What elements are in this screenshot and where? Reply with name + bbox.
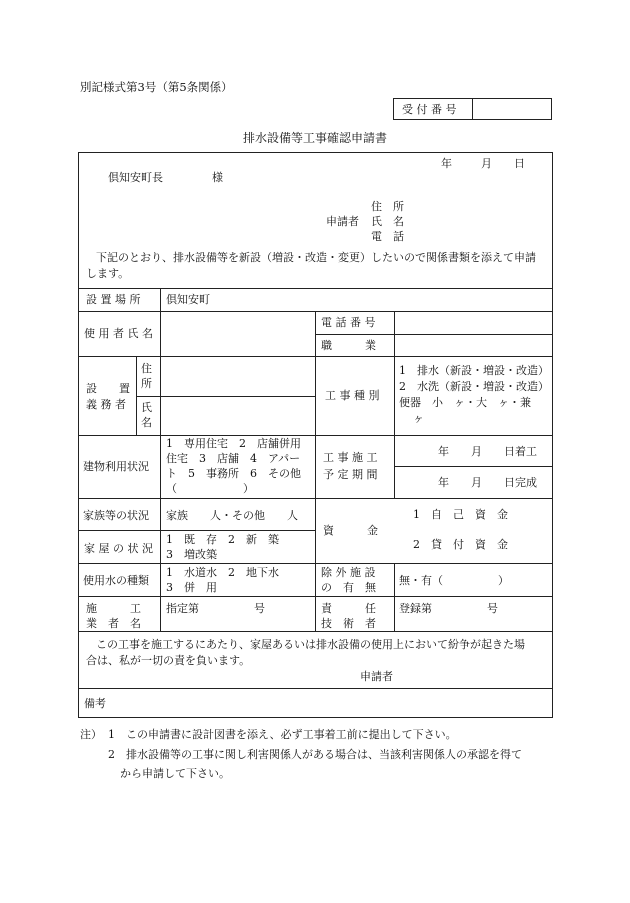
pledge-signer: 申請者 xyxy=(360,670,393,683)
schedule-start: 年 月 日着工 xyxy=(438,445,537,458)
funds-label: 資 金 xyxy=(323,524,378,537)
schedule-label-2: 予 定 期 間 xyxy=(323,468,378,481)
remarks-field[interactable] xyxy=(120,690,550,716)
obligor-address-label: 住所 xyxy=(141,362,152,390)
applicant-address-label: 住 所 xyxy=(371,200,404,213)
engineer-label-2: 技 術 者 xyxy=(321,617,376,630)
date-month: 月 xyxy=(481,157,492,170)
form-number: 別記様式第3号（第5条関係） xyxy=(80,80,233,94)
receipt-number-field[interactable] xyxy=(474,99,551,119)
applicant-name-label: 氏 名 xyxy=(371,215,404,228)
funds-option-1: 1 自 己 資 金 xyxy=(413,508,508,521)
addressee-honorific: 様 xyxy=(212,171,223,184)
user-name-label: 使 用 者 氏 名 xyxy=(84,327,153,340)
contractor-label-1: 施 工 xyxy=(86,602,141,615)
house-status-line-1: 1 既 存 2 新 築 xyxy=(166,533,279,546)
exempt-facility-label-2: の 有 無 xyxy=(321,581,376,594)
building-use-line-1: 1 専用住宅 2 店舗併用 xyxy=(166,437,301,450)
house-status-line-2: 3 増改築 xyxy=(166,548,217,561)
phone-number-label: 電 話 番 号 xyxy=(321,316,376,329)
remarks-label: 備考 xyxy=(84,697,106,710)
pledge-line-1: この工事を施工するにあたり、家屋あるいは排水設備の使用上において紛争が起きた場 xyxy=(96,638,525,651)
user-name-field[interactable] xyxy=(161,312,314,355)
obligor-label-1: 設 置 xyxy=(86,382,130,395)
water-type-line-1: 1 水道水 2 地下水 xyxy=(166,566,279,579)
location-label: 設 置 場 所 xyxy=(86,293,141,306)
note-2-text-a: 排水設備等の工事に関し利害関係人がある場合は、当該利害関係人の承認を得て xyxy=(126,748,522,761)
building-use-other: （ ） xyxy=(166,482,254,495)
note-1-text: この申請書に設計図書を添え、必ず工事着工前に提出して下さい。 xyxy=(126,728,457,741)
addressee-name: 倶知安町長 xyxy=(108,171,163,184)
note-2-text-b: から申請して下さい。 xyxy=(120,767,230,780)
work-type-option-2: 2 水洗（新設・増設・改造） xyxy=(399,380,549,393)
schedule-end: 年 月 日完成 xyxy=(438,476,537,489)
work-type-label: 工 事 種 別 xyxy=(325,389,380,402)
obligor-address-field[interactable] xyxy=(161,357,314,395)
exempt-facility-label-1: 除 外 施 設 xyxy=(321,566,376,579)
work-type-toilet-unit: ヶ xyxy=(413,412,424,425)
obligor-name-label: 氏名 xyxy=(141,401,152,429)
exempt-facility-value: 無・有（ ） xyxy=(399,574,509,587)
work-type-option-1: 1 排水（新設・増設・改造） xyxy=(399,364,549,377)
occupation-label: 職 業 xyxy=(321,339,376,352)
applicant-phone-label: 電 話 xyxy=(371,230,404,243)
intro-line-1: 下記のとおり、排水設備等を新設（増設・改造・変更）したいので関係書類を添えて申請 xyxy=(96,251,536,264)
intro-line-2: します。 xyxy=(86,267,130,280)
date-day: 日 xyxy=(514,157,525,170)
building-use-line-2: 住宅 3 店舗 4 アパー xyxy=(166,452,301,465)
family-status-label: 家族等の状況 xyxy=(83,509,149,522)
building-use-label: 建物利用状況 xyxy=(83,460,149,473)
engineer-label-1: 責 任 xyxy=(321,602,376,615)
engineer-value: 登録第 号 xyxy=(399,602,498,615)
obligor-label-2: 義 務 者 xyxy=(86,398,126,411)
note-2-number: 2 xyxy=(108,748,115,761)
water-type-label: 使用水の種類 xyxy=(83,574,149,587)
applicant-prefix: 申請者 xyxy=(326,215,359,228)
notes-prefix: 注） xyxy=(80,728,102,741)
work-type-toilet: 便器 小 ヶ・大 ヶ・兼 xyxy=(399,396,531,409)
funds-option-2: 2 貸 付 資 金 xyxy=(413,538,508,551)
date-year: 年 xyxy=(441,157,452,170)
water-type-line-2: 3 併 用 xyxy=(166,581,217,594)
occupation-field[interactable] xyxy=(395,335,552,355)
note-1-number: 1 xyxy=(108,728,115,741)
schedule-label-1: 工 事 施 工 xyxy=(323,451,378,464)
pledge-line-2: 合は、私が一切の責を負います。 xyxy=(86,654,251,667)
house-status-label: 家 屋 の 状 況 xyxy=(84,542,153,555)
phone-number-field[interactable] xyxy=(395,312,552,333)
location-value: 倶知安町 xyxy=(166,293,210,306)
building-use-line-3: ト 5 事務所 6 その他 xyxy=(166,467,301,480)
contractor-label-2: 業 者 名 xyxy=(86,617,141,630)
receipt-number-label: 受 付 番 号 xyxy=(402,103,457,116)
contractor-value: 指定第 号 xyxy=(166,602,265,615)
document-title: 排水設備等工事確認申請書 xyxy=(242,131,387,145)
family-status-value: 家族 人・その他 人 xyxy=(166,509,298,522)
obligor-name-field[interactable] xyxy=(161,397,314,434)
